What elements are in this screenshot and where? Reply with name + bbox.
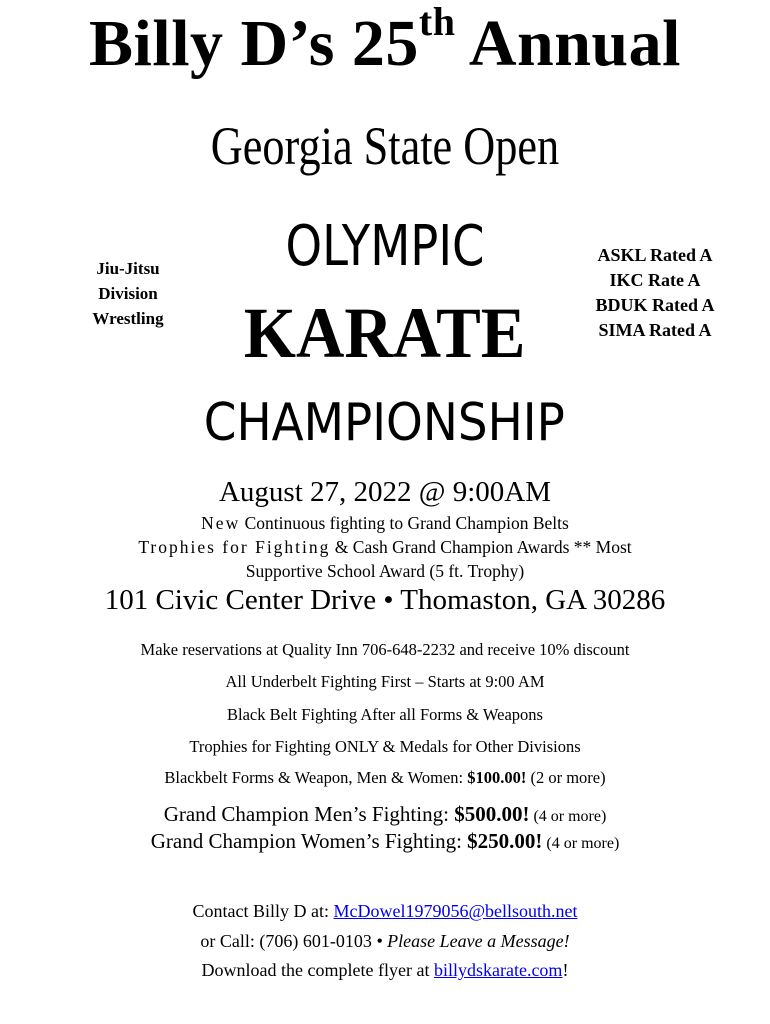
download-end: ! <box>562 960 569 980</box>
info-blackbelt: Black Belt Fighting After all Forms & Weapons <box>227 705 543 724</box>
download-label: Download the complete flyer at <box>201 960 434 980</box>
info-underbelt: All Underbelt Fighting First – Starts at 9:00 AM <box>225 672 545 691</box>
description-line-3: Supportive School Award (5 ft. Trophy) <box>245 561 525 581</box>
forms-note: (2 or more) <box>526 768 606 787</box>
event-date: August 27, 2022 @ 9:00AM <box>218 476 552 508</box>
description-trophies: Trophies for Fighting <box>138 537 331 557</box>
rating-item: SIMA Rated A <box>598 320 712 340</box>
title-end: Annual <box>455 7 681 80</box>
rating-item: BDUK Rated A <box>595 295 715 315</box>
phone-label: or Call: (706) 601-0103 <box>200 931 377 951</box>
email-link[interactable]: McDowel1979056@bellsouth.net <box>333 901 578 921</box>
description-line-1 <box>0 513 770 534</box>
forms-text: Blackbelt Forms & Weapon, Men & Women: <box>164 768 468 787</box>
description-line-2 <box>0 537 770 558</box>
women-note: (4 or more) <box>542 835 620 852</box>
title-main: Billy D’s 25 <box>89 7 419 80</box>
download-line <box>0 960 770 981</box>
info-reservation: Make reservations at Quality Inn 706-648-2232 and receive 10% discount <box>140 640 630 659</box>
event-address: 101 Civic Center Drive • Thomaston, GA 30286 <box>104 584 666 616</box>
title-superscript: th <box>418 0 456 44</box>
website-link[interactable]: billydskarate.com <box>433 960 563 980</box>
grand-champion-men <box>0 802 770 827</box>
men-price: $500.00! <box>454 802 530 826</box>
contact-label: Contact Billy D at: <box>192 901 334 921</box>
flyer-title <box>0 0 770 82</box>
description-new: New <box>201 513 241 533</box>
forms-price: $100.00! <box>467 768 527 787</box>
division-item: Jiu-Jitsu <box>96 259 160 278</box>
women-price: $250.00! <box>467 829 543 853</box>
info-forms <box>0 768 770 788</box>
division-item: Division <box>98 284 158 303</box>
contact-email-line <box>0 901 770 922</box>
event-karate: KARATE <box>243 293 526 373</box>
event-championship: CHAMPIONSHIP <box>203 393 565 453</box>
description-text: Continuous fighting to Grand Champion Belts <box>240 513 569 533</box>
phone-note: • Please Leave a Message! <box>376 931 570 951</box>
women-text: Grand Champion Women’s Fighting: <box>150 829 468 853</box>
rating-item: IKC Rate A <box>609 270 701 290</box>
description-text: & Cash Grand Champion Awards ** Most <box>330 537 632 557</box>
men-note: (4 or more) <box>529 808 607 825</box>
flyer-subtitle: Georgia State Open <box>210 116 560 176</box>
rating-item: ASKL Rated A <box>597 245 713 265</box>
event-olympic: OLYMPIC <box>285 214 485 279</box>
contact-phone-line <box>0 931 770 952</box>
men-text: Grand Champion Men’s Fighting: <box>163 802 455 826</box>
info-trophies: Trophies for Fighting ONLY & Medals for Other Divisions <box>189 737 581 756</box>
division-item: Wrestling <box>92 309 164 328</box>
grand-champion-women <box>0 829 770 854</box>
